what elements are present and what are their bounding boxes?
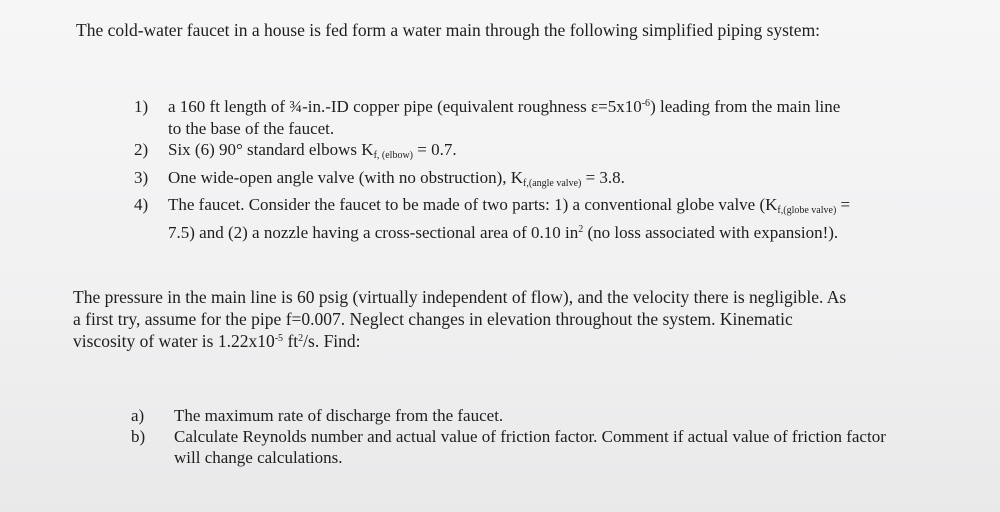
problem-intro: The cold-water faucet in a house is fed form a water main through the following simplified piping system: bbox=[76, 20, 821, 40]
item-number: 1) bbox=[134, 97, 149, 116]
question-letter: a) bbox=[131, 406, 145, 425]
exponent: -5 bbox=[274, 333, 284, 344]
item-text: The faucet. Consider the faucet to be made of two parts: 1) a conventional globe valve (K bbox=[168, 195, 778, 214]
item-text: ) leading from the main line to the base of the faucet. bbox=[168, 97, 841, 138]
question-text: Calculate Reynolds number and actual value of friction factor. Comment if actual value of friction factor will change calculations. bbox=[174, 427, 886, 467]
item-text: (no loss associated with expansion!). bbox=[583, 222, 839, 242]
list-item bbox=[134, 96, 854, 139]
question-letter: b) bbox=[131, 427, 146, 446]
conditions-text: The pressure in the main line is 60 psig (virtually independent of flow), and the velocity there is negligible. As a first try, assume for the pipe f=0.007. Neglect changes in elevation throughout the system. Kinematic viscosity of water is 1.22x10 bbox=[73, 287, 847, 351]
item-number: 2) bbox=[134, 140, 149, 159]
list-item bbox=[134, 194, 854, 243]
item-text: = 3.8. bbox=[581, 167, 625, 187]
question-item bbox=[131, 426, 891, 468]
item-text: a 160 ft length of ¾-in.-ID copper pipe (equivalent roughness ε=5x10 bbox=[168, 97, 642, 116]
conditions-text: ft bbox=[283, 331, 299, 351]
question-text: The maximum rate of discharge from the faucet. bbox=[174, 406, 504, 425]
exponent: -6 bbox=[641, 98, 651, 109]
list-item bbox=[134, 139, 854, 167]
subscript: f,(globe valve) bbox=[777, 205, 837, 216]
item-text: One wide-open angle valve (with no obstruction), K bbox=[168, 167, 524, 187]
item-text: = 0.7. bbox=[413, 140, 457, 159]
list-item bbox=[134, 167, 854, 195]
problem-conditions bbox=[73, 286, 853, 352]
question-item bbox=[131, 405, 891, 426]
exponent: 2 bbox=[578, 223, 584, 235]
piping-components-list bbox=[134, 96, 854, 243]
exponent: 2 bbox=[298, 333, 304, 344]
subscript: f, (elbow) bbox=[373, 150, 414, 161]
item-number: 4) bbox=[134, 195, 149, 214]
questions-list bbox=[131, 405, 891, 468]
item-text: Six (6) 90° standard elbows K bbox=[168, 140, 374, 159]
subscript: f,(angle valve) bbox=[523, 177, 582, 189]
item-text: = 7.5) and (2) a nozzle having a cross-sectional area of 0.10 in bbox=[168, 195, 851, 242]
conditions-text: /s. Find: bbox=[303, 331, 361, 351]
item-number: 3) bbox=[134, 167, 149, 187]
